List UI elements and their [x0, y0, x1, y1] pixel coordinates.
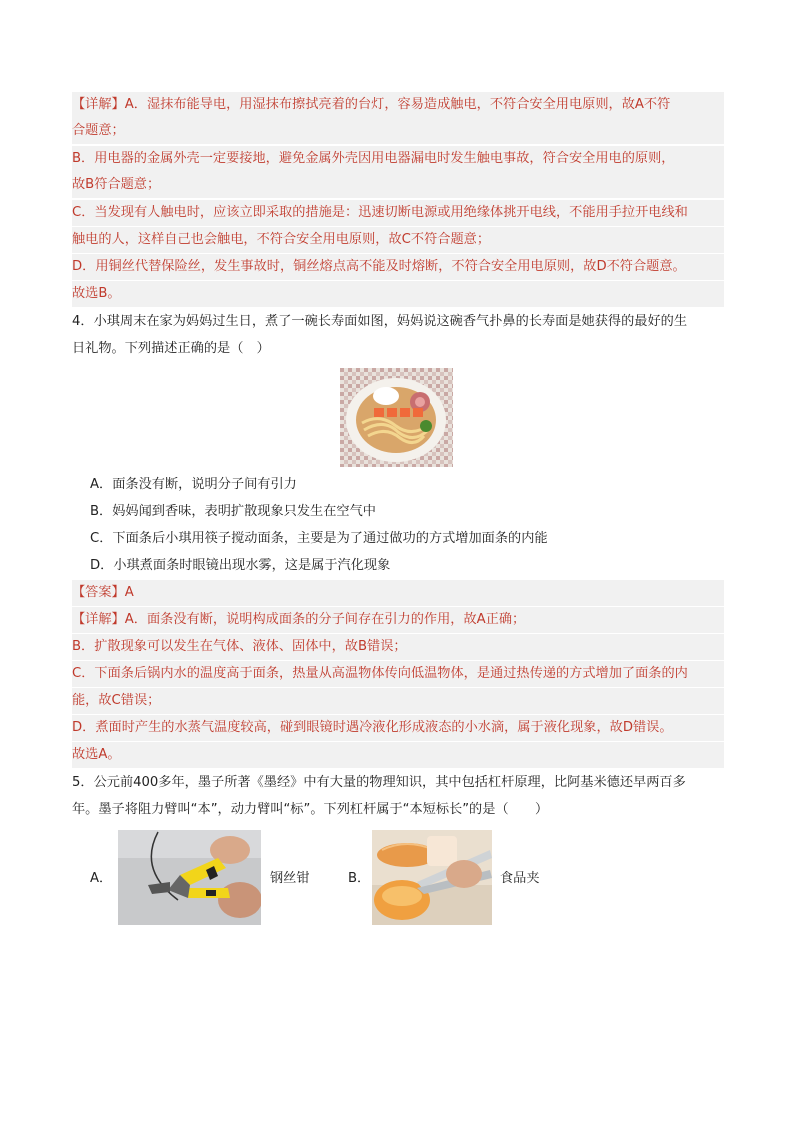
detail-text: A．面条没有断，说明构成面条的分子间存在引力的作用，故A正确； — [124, 612, 526, 627]
noodle-bowl-image — [340, 368, 453, 467]
q5-option-a-name: 钢丝钳 — [270, 871, 310, 886]
answer-value: A — [124, 585, 134, 600]
q5-option-b-name: 食品夹 — [500, 871, 540, 886]
q4-detail-line-6: 故选A。 — [72, 742, 724, 768]
q4-detail-line-4: 能，故C错误； — [72, 688, 724, 714]
detail-line-6: 触电的人，这样自己也会触电，不符合安全用电原则，故C不符合题意； — [72, 227, 724, 253]
q4-detail-line-2: B．扩散现象可以发生在气体、液体、固体中，故B错误； — [72, 634, 724, 660]
q5-option-a-label: A． — [90, 871, 113, 886]
q4-detail-line-1 — [72, 607, 724, 633]
answer-tag: 【答案】 — [72, 585, 125, 600]
detail-line-3: B．用电器的金属外壳一定要接地，避免金属外壳因用电器漏电时发生触电事故，符合安全用电的原则， — [72, 146, 724, 172]
detail-text: A．湿抹布能导电，用湿抹布擦拭亮着的台灯，容易造成触电，不符合安全用电原则，故A不符 — [124, 97, 671, 112]
food-tongs-image — [372, 830, 492, 925]
q4-option-a: A．面条没有断，说明分子间有引力 — [90, 477, 297, 492]
detail-tag: 【详解】 — [72, 97, 125, 112]
pliers-icon — [118, 830, 261, 925]
q4-detail-line-3: C．下面条后锅内水的温度高于面条，热量从高温物体传向低温物体，是通过热传递的方式增加了面条的内 — [72, 661, 724, 687]
q4-option-d: D．小琪煮面条时眼镜出现水雾，这是属于汽化现象 — [90, 558, 391, 573]
detail-line-1 — [72, 92, 724, 118]
q4-option-b: B．妈妈闻到香味，表明扩散现象只发生在空气中 — [90, 504, 376, 519]
q4-option-c: C．下面条后小琪用筷子搅动面条，主要是为了通过做功的方式增加面条的内能 — [90, 531, 548, 546]
detail-line-2: 合题意； — [72, 118, 724, 144]
q5-stem-line-2: 年。墨子将阻力臂叫“本”，动力臂叫“标”。下列杠杆属于“本短标长”的是（ ） — [72, 802, 549, 817]
detail-tag: 【详解】 — [72, 612, 125, 627]
q5-stem-line-1: 5．公元前400多年，墨子所著《墨经》中有大量的物理知识，其中包括杠杆原理，比阿基米德还早两百多 — [72, 775, 686, 790]
detail-line-7: D．用铜丝代替保险丝，发生事故时，铜丝熔点高不能及时熔断，不符合安全用电原则，故D不符合题意。 — [72, 254, 724, 280]
noodle-bowl-icon — [340, 368, 453, 467]
detail-line-5: C．当发现有人触电时，应该立即采取的措施是：迅速切断电源或用绝缘体挑开电线，不能用手拉开电线和 — [72, 200, 724, 226]
food-tongs-icon — [372, 830, 492, 925]
detail-line-8: 故选B。 — [72, 281, 724, 307]
q4-detail-line-5: D．煮面时产生的水蒸气温度较高，碰到眼镜时遇冷液化形成液态的小水滴，属于液化现象，故D错误。 — [72, 715, 724, 741]
pliers-image — [118, 830, 261, 925]
q4-answer-line — [72, 580, 724, 606]
q4-stem-line-2: 日礼物。下列描述正确的是（ ） — [72, 341, 270, 356]
detail-line-4: 故B符合题意； — [72, 172, 724, 198]
q4-stem-line-1: 4．小琪周末在家为妈妈过生日，煮了一碗长寿面如图，妈妈说这碗香气扑鼻的长寿面是她获得的最好的生 — [72, 314, 688, 329]
q5-option-b-label: B． — [348, 871, 371, 886]
